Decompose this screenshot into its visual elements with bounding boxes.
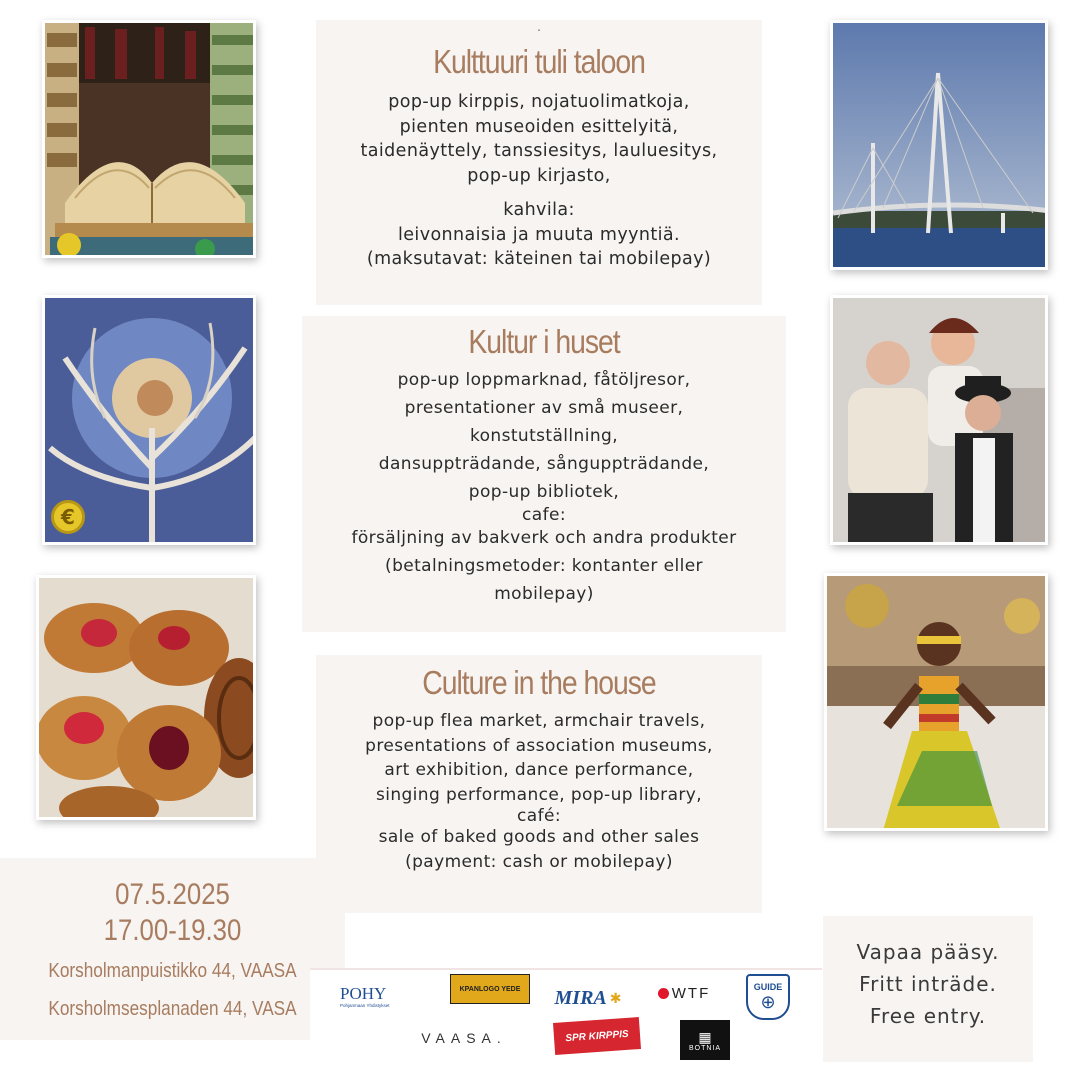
swedish-body [302, 366, 786, 608]
tree-painting-photo [42, 295, 256, 545]
event-time: 17.00-19.30 [103, 914, 242, 947]
guide-logo: GUIDE ⊕ [746, 974, 790, 1020]
kpanlogo-logo-text: KPANLOGO YEDE [459, 985, 521, 993]
swedish-line: försäljning av bakverk och andra produkter [351, 528, 737, 548]
english-line: (payment: cash or mobilepay) [405, 851, 673, 872]
swedish-line: pop-up bibliotek, [468, 482, 620, 502]
finnish-cafe-line: (maksutavat: käteinen tai mobilepay) [366, 249, 712, 269]
spr-kirppis-logo-text: SPR KIRPPIS [565, 1028, 629, 1044]
swedish-line: (betalningsmetoder: kontanter eller [385, 556, 703, 576]
pohy-logo [340, 980, 410, 1014]
botnia-logo: ▦ BOTNIA [680, 1020, 730, 1060]
vaasa-logo [416, 1026, 512, 1050]
english-line: art exhibition, dance performance, [384, 760, 694, 780]
swedish-line: dansuppträdande, sånguppträdande, [378, 454, 710, 474]
english-line: pop-up flea market, armchair travels, [372, 711, 706, 731]
english-line: presentations of association museums, [365, 735, 713, 756]
event-date: 07.5.2025 [115, 878, 230, 911]
mira-logo-text: MIRA [554, 986, 607, 1009]
swedish-line: cafe: [522, 505, 566, 525]
finnish-body [316, 90, 762, 272]
people-photo [830, 295, 1048, 545]
finnish-line: pop-up kirppis, nojatuolimatkoja, [388, 92, 690, 112]
free-entry-en: Free entry. [869, 1004, 987, 1028]
swedish-line: konstutställning, [469, 426, 619, 446]
bridge-photo [830, 20, 1048, 270]
english-line: sale of baked goods and other sales [378, 827, 700, 847]
vaasa-logo-text: VAASA. [421, 1030, 507, 1046]
spr-kirppis-logo [553, 1017, 641, 1055]
botnia-logo-text: BOTNIA [688, 1044, 722, 1052]
finnish-line: pop-up kirjasto, [467, 165, 611, 186]
event-address-sv: Korsholmsesplanaden 44, VASA [48, 998, 297, 1020]
guide-logo-text: GUIDE [753, 982, 783, 992]
finnish-line: pienten museoiden esittelyitä, [399, 116, 679, 137]
swedish-section [302, 316, 786, 632]
euro-coin-icon: € [51, 500, 85, 534]
finnish-section: . Kulttuuri tuli taloon pop-up kirppis, nojatuolimatkoja, pienten museoiden esittelyitä, taidenäyttely, tanssiesitys, lauluesitys, pop-up kirjasto, kahvila: leivonnaisia ja muuta myyntiä. (maksutavat: käteinen tai mobilepay) [316, 20, 762, 305]
free-entry-sv: Fritt inträde. [859, 972, 997, 996]
books-photo [42, 20, 256, 258]
swedish-line: pop-up loppmarknad, fåtöljresor, [397, 370, 691, 390]
finnish-line: taidenäyttely, tanssiesitys, lauluesitys, [360, 141, 718, 161]
swedish-line: mobilepay) [494, 584, 594, 604]
english-section [316, 655, 762, 913]
pastries-photo [36, 575, 256, 820]
event-address-fi: Korsholmanpuistikko 44, VAASA [48, 960, 297, 982]
kpanlogo-logo [450, 974, 530, 1004]
swedish-line: presentationer av små museer, [404, 398, 684, 418]
wtf-logo-text: WTF [671, 984, 711, 1002]
finnish-cafe-line: leivonnaisia ja muuta myyntiä. [398, 224, 680, 245]
pohy-logo-subtext: Pohjanmaan Yhdistykset [340, 1003, 390, 1008]
finnish-cafe-line: kahvila: [503, 200, 575, 220]
english-line: café: [517, 806, 561, 826]
pohy-logo-text: POHY [340, 984, 387, 1003]
mira-logo: MIRA ✱ [554, 986, 622, 1009]
wtf-logo [650, 976, 718, 1010]
dancer-photo [824, 573, 1048, 831]
english-heading: Culture in the house [422, 664, 656, 701]
english-line: singing performance, pop-up library, [375, 784, 703, 805]
free-entry-fi: Vapaa pääsy. [856, 940, 1000, 964]
free-entry-box [823, 916, 1033, 1062]
finnish-heading: Kulttuuri tuli taloon [433, 43, 645, 80]
english-body [316, 709, 762, 874]
sponsor-logos [310, 968, 822, 1062]
swedish-heading: Kultur i huset [468, 323, 620, 360]
event-info [0, 858, 345, 1040]
